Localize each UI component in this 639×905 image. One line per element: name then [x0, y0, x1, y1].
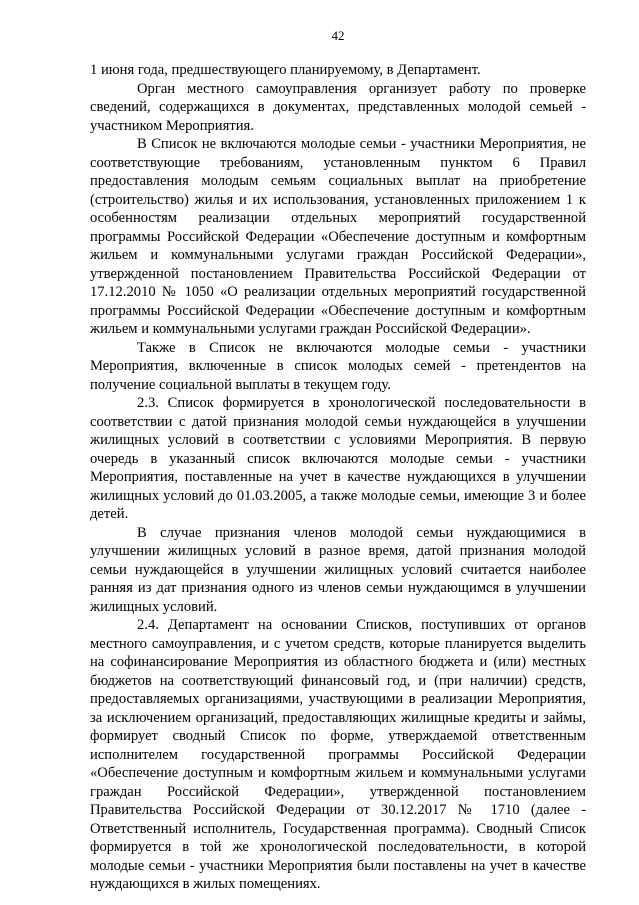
document-body — [90, 61, 586, 894]
paragraph-continuation: 1 июня года, предшествующего планируемому, в Департамент. — [90, 62, 481, 78]
page-number: 42 — [331, 28, 345, 43]
document-page — [90, 0, 586, 905]
paragraph-section-2-4: 2.4. Департамент на основании Списков, поступивших от органов местного самоуправления, и с учетом средств, которые планируется выделить на софинансирование Мероприятия из областного бюджета и (или) местных бюджетов на соответствующий финансовый год, и (при наличии) средств, предоставляемых организациями, участвующими в реализации Мероприятия, за исключением организаций, предоставляющих жилищные кредиты и займы, формирует сводный Список по форме, утверждаемой ответственным исполнителем государственной программы Российской Федерации «Обеспечение доступным и комфортным жильем и коммунальными услугами граждан Российской Федерации», утвержденной постановлением Правительства Российской Федерации от 30.12.2017 № 1710 (далее - Ответственный исполнитель, Государственная программа). Сводный Список формируется в той же хронологической последовательности, в которой молодые семьи - участники Мероприятия были поставлены на учет в качестве нуждающихся в жилых помещениях. — [90, 617, 586, 892]
paragraph-verification: Орган местного самоуправления организует работу по проверке сведений, содержащихся в документах, представленных молодой семьей - участником Мероприятия. — [90, 80, 586, 134]
paragraph-recognition-date: В случае признания членов молодой семьи нуждающимися в улучшении жилищных условий в разное время, датой признания молодой семьи нуждающейся в улучшении жилищных условий считается наиболее ранняя из дат признания одного из членов семьи нуждающимся в улучшении жилищных условий. — [90, 524, 586, 615]
paragraph-exclusion-requirements: В Список не включаются молодые семьи - участники Мероприятия, не соответствующие требованиям, установленным пунктом 6 Правил предоставления молодым семьям социальных выплат на приобретение (строительство) жилья и их использования, установленных приложением 1 к особенностям реализации отдельных мероприятий государственной программы Российской Федерации «Обеспечение доступным и комфортным жильем и коммунальными услугами граждан Российской Федерации», утвержденной постановлением Правительства Российской Федерации от 17.12.2010 № 1050 «О реализации отдельных мероприятий государственной программы Российской Федерации «Обеспечение доступным и комфортным жильем и коммунальными услугами граждан Российской Федерации». — [90, 136, 586, 337]
paragraph-section-2-3: 2.3. Список формируется в хронологической последовательности в соответствии с датой признания молодой семьи нуждающейся в улучшении жилищных условий в соответствии с условиями Мероприятия. В первую очередь в указанный список включаются молодые семьи - участники Мероприятия, поставленные на учет в качестве нуждающихся в улучшении жилищных условий до 01.03.2005, а также молодые семьи, имеющие 3 и более детей. — [90, 395, 586, 522]
paragraph-exclusion-current-year: Также в Список не включаются молодые семьи - участники Мероприятия, включенные в список молодых семей - претендентов на получение социальной выплаты в текущем году. — [90, 339, 586, 393]
